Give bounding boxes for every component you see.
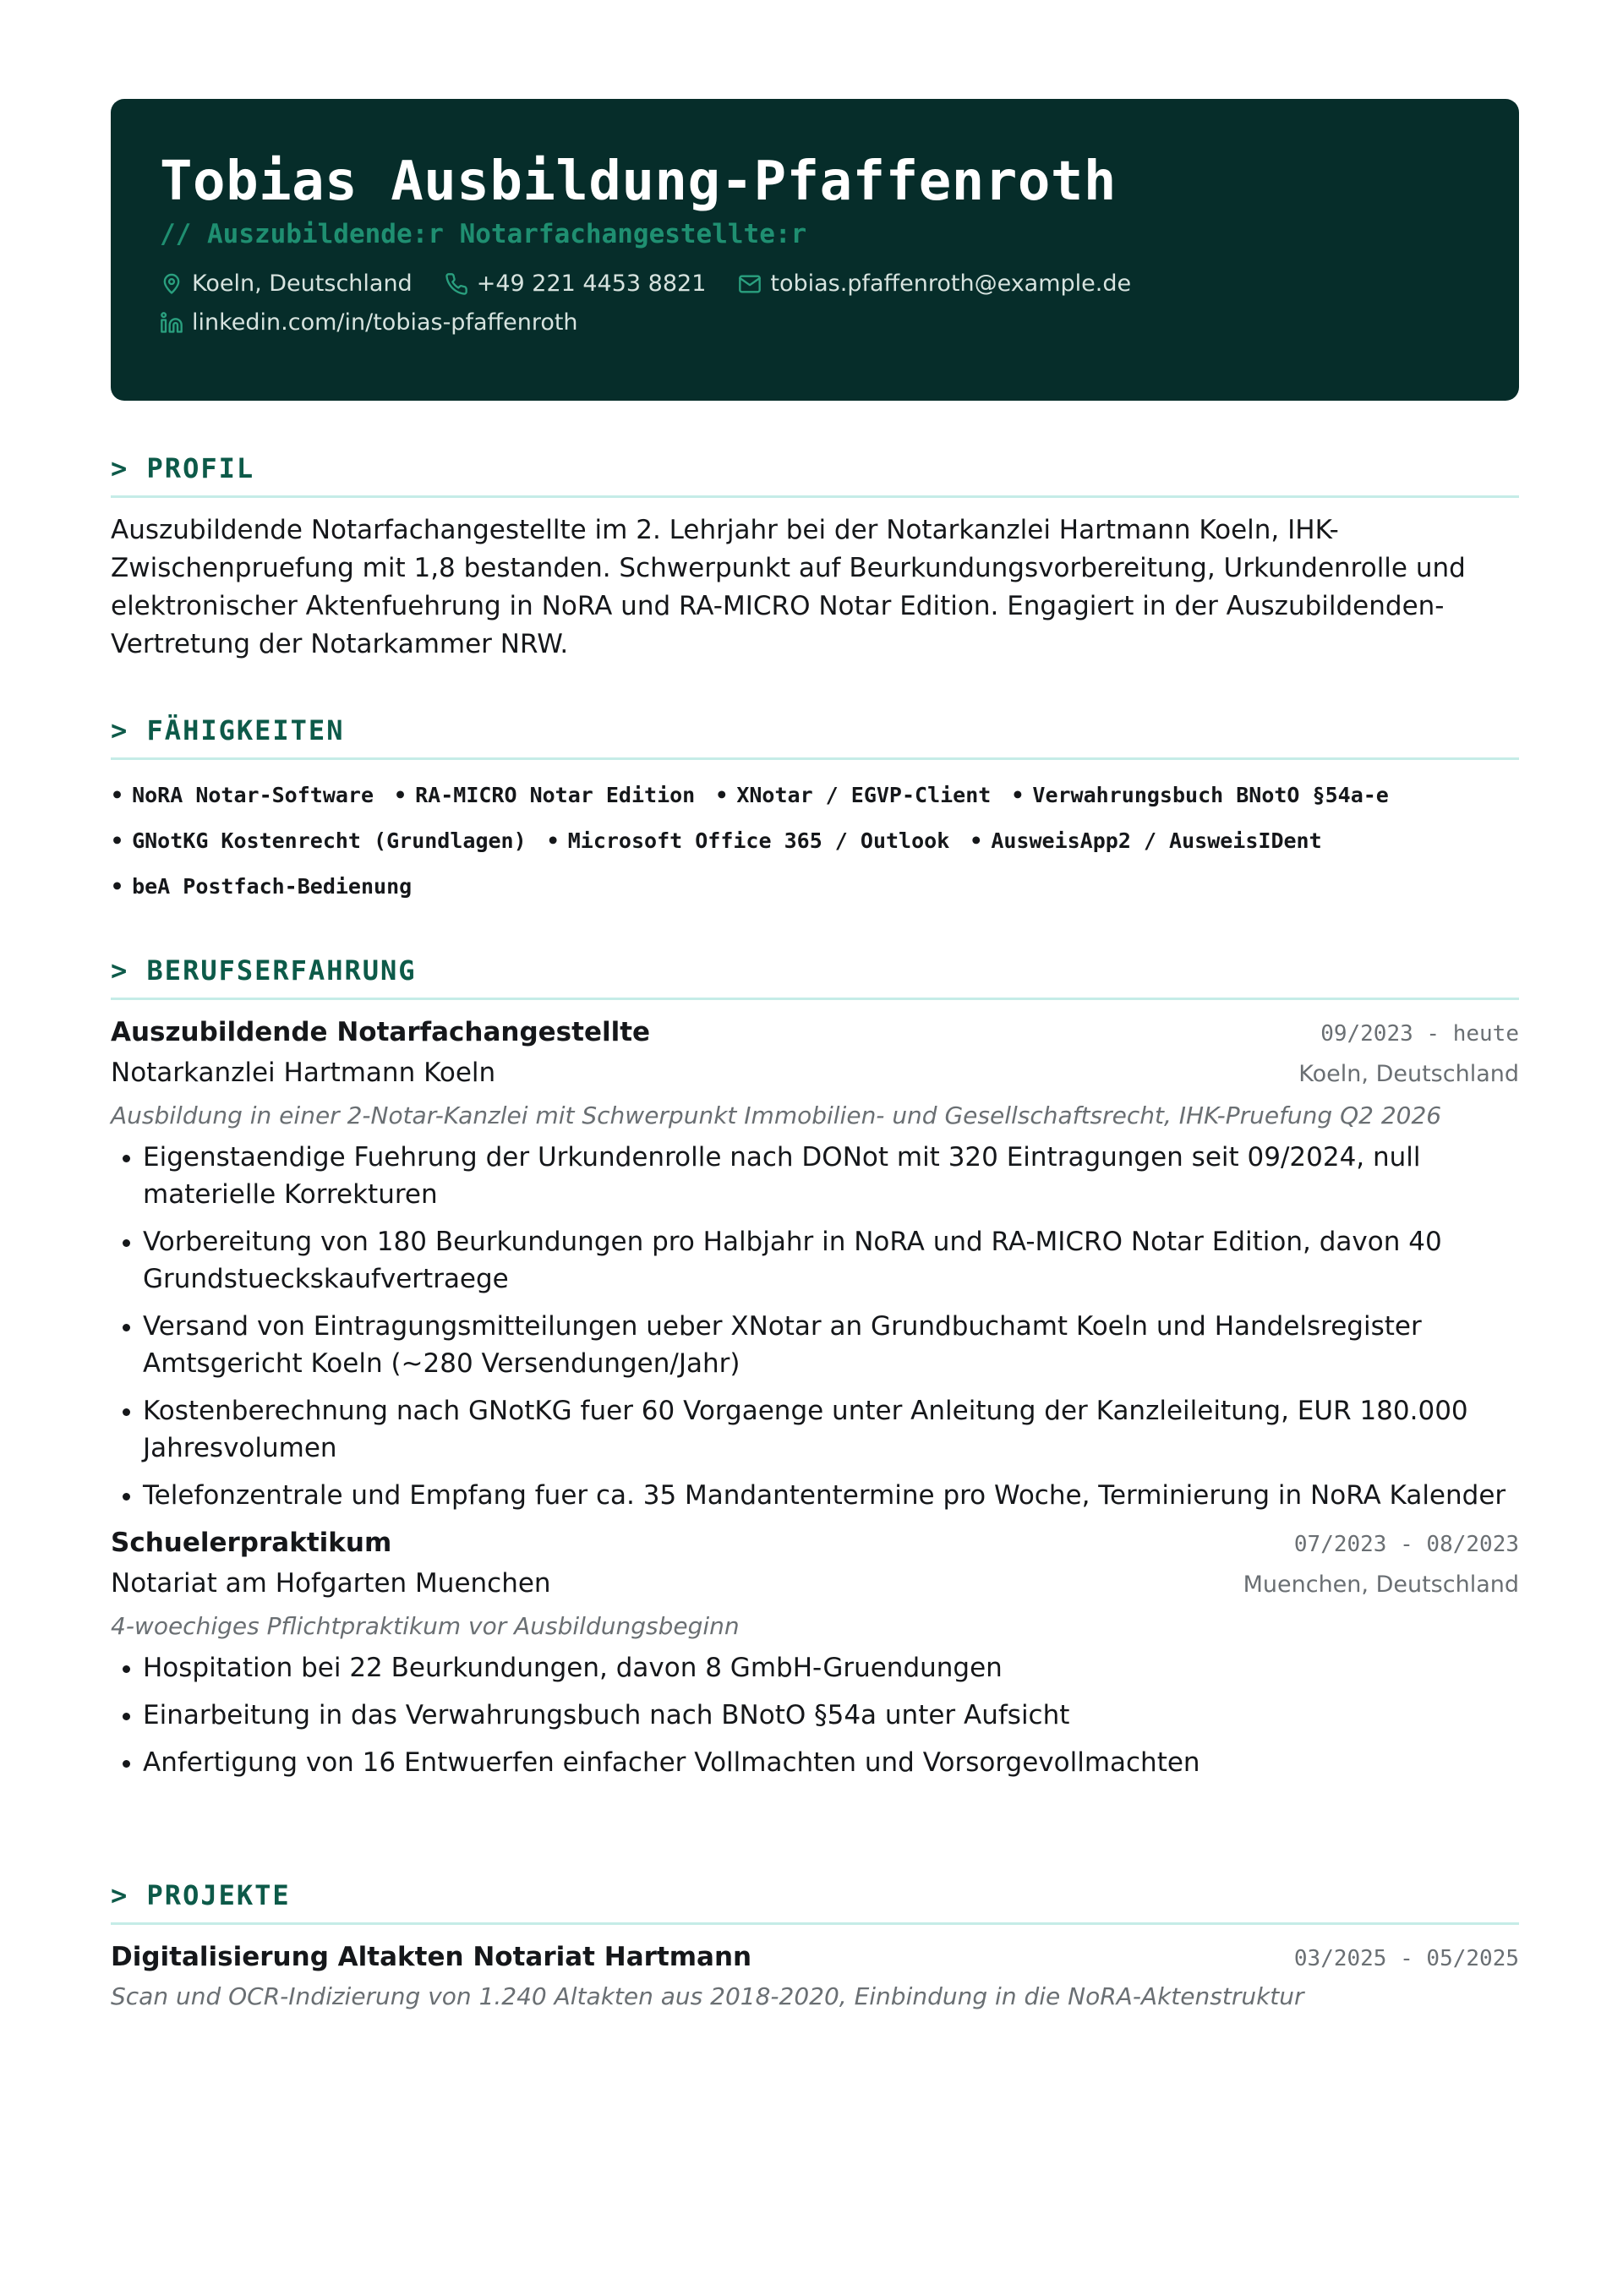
skills-row xyxy=(111,817,1519,863)
skill-label: AusweisApp2 / AusweisIDent xyxy=(991,828,1322,853)
skill-label: GNotKG Kostenrecht (Grundlagen) xyxy=(132,828,527,853)
profile-text: Auszubildende Notarfachangestellte im 2. Lehrjahr bei der Notarkanzlei Hartmann Koeln, IHK-Zwischenpruefung mit 1,8 bestanden. Schwerpunkt auf Beurkundungsvorbereitung, Urkundenrolle und elektronischer Aktenfuehrung in NoRA und RA-MICRO Notar Edition. Engagiert in der Auszubildenden-Vertretung der Notarkammer NRW. xyxy=(111,515,1466,659)
project-title: Digitalisierung Altakten Notariat Hartmann xyxy=(111,1942,752,1972)
job-title: Auszubildende Notarfachangestellte xyxy=(111,1017,651,1047)
section-title-skills: > FÄHIGKEITEN xyxy=(111,713,1519,760)
job-date: 09/2023 - heute xyxy=(1320,1021,1519,1047)
skills-row xyxy=(111,863,1519,909)
skill-label: RA-MICRO Notar Edition xyxy=(415,782,696,807)
project-date: 03/2025 - 05/2025 xyxy=(1293,1946,1519,1971)
skill-item: • GNotKG Kostenrecht (Grundlagen) xyxy=(111,828,527,853)
job-header-row xyxy=(111,1524,1519,1561)
job-location: Koeln, Deutschland xyxy=(1298,1061,1519,1087)
skill-item: • Microsoft Office 365 / Outlook xyxy=(546,828,950,853)
job-org-row xyxy=(111,1561,1519,1605)
section-title-profile: > PROFIL xyxy=(111,451,1519,498)
skills-section xyxy=(111,713,1519,909)
skill-label: Microsoft Office 365 / Outlook xyxy=(567,828,950,853)
contact-email[interactable] xyxy=(738,268,1131,300)
skill-label: NoRA Notar-Software xyxy=(132,782,374,807)
contact-location xyxy=(160,268,413,300)
email-text: tobias.pfaffenroth@example.de xyxy=(770,271,1132,297)
projects-section xyxy=(111,1878,1519,2018)
job-entry xyxy=(111,1014,1519,1514)
linkedin-text: linkedin.com/in/tobias-pfaffenroth xyxy=(192,309,578,336)
skills-row xyxy=(111,772,1519,817)
contact-list xyxy=(160,268,1259,339)
job-org-row xyxy=(111,1051,1519,1095)
job-description: 4-woechiges Pflichtpraktikum vor Ausbildungsbeginn xyxy=(111,1612,740,1640)
project-header-row xyxy=(111,1938,1519,1976)
job-bullet: • Anfertigung von 16 Entwuerfen einfacher Vollmachten und Vorsorgevollmachten xyxy=(143,1744,1519,1781)
job-bullet: • Kostenberechnung nach GNotKG fuer 60 Vorgaenge unter Anleitung der Kanzleileitung, EUR 180.000 Jahresvolumen xyxy=(143,1392,1519,1467)
skill-label: Verwahrungsbuch BNotO §54a-e xyxy=(1032,782,1389,807)
phone-text: +49 221 4453 8821 xyxy=(476,271,707,297)
job-bullet: • Hospitation bei 22 Beurkundungen, davon 8 GmbH-Gruendungen xyxy=(143,1649,1519,1686)
job-org: Notariat am Hofgarten Muenchen xyxy=(111,1568,551,1599)
resume-header xyxy=(111,99,1519,401)
job-date: 07/2023 - 08/2023 xyxy=(1293,1532,1519,1557)
job-bullet: • Eigenstaendige Fuehrung der Urkundenrolle nach DONot mit 320 Eintragungen seit 09/2024, null materielle Korrekturen xyxy=(143,1139,1519,1213)
job-header-row xyxy=(111,1014,1519,1051)
map-pin-icon xyxy=(160,272,183,296)
job-bullet: • Versand von Eintragungsmitteilungen ueber XNotar an Grundbuchamt Koeln und Handelsregister Amtsgericht Koeln (~280 Versendungen/Jahr) xyxy=(143,1308,1519,1382)
job-bullet: • Vorbereitung von 180 Beurkundungen pro Halbjahr in NoRA und RA-MICRO Notar Edition, davon 40 Grundstueckskaufvertraege xyxy=(143,1223,1519,1298)
section-title-projects: > PROJEKTE xyxy=(111,1878,1519,1925)
skill-item: • RA-MICRO Notar Edition xyxy=(394,782,696,807)
skill-item: • AusweisApp2 / AusweisIDent xyxy=(970,828,1322,853)
section-title-experience: > BERUFSERFAHRUNG xyxy=(111,954,1519,1000)
candidate-role: // Auszubildende:r Notarfachangestellte:r xyxy=(160,219,807,249)
project-description: Scan und OCR-Indizierung von 1.240 Altakten aus 2018-2020, Einbindung in die NoRA-Aktenstruktur xyxy=(111,1982,1304,2010)
job-description: Ausbildung in einer 2-Notar-Kanzlei mit Schwerpunkt Immobilien- und Gesellschaftsrecht, IHK-Pruefung Q2 2026 xyxy=(111,1102,1442,1129)
skill-label: beA Postfach-Bedienung xyxy=(132,873,413,899)
job-bullet: • Einarbeitung in das Verwahrungsbuch nach BNotO §54a unter Aufsicht xyxy=(143,1697,1519,1734)
job-bullet: • Telefonzentrale und Empfang fuer ca. 35 Mandantentermine pro Woche, Terminierung in NoRA Kalender xyxy=(143,1477,1519,1514)
contact-linkedin[interactable] xyxy=(160,307,578,339)
skill-item: • NoRA Notar-Software xyxy=(111,782,374,807)
job-org: Notarkanzlei Hartmann Koeln xyxy=(111,1058,496,1088)
experience-section xyxy=(111,954,1519,1791)
job-bullets xyxy=(111,1649,1519,1781)
skill-item: • XNotar / EGVP-Client xyxy=(715,782,992,807)
job-bullets xyxy=(111,1139,1519,1514)
profile-section xyxy=(111,451,1519,664)
skill-label: XNotar / EGVP-Client xyxy=(736,782,992,807)
skill-item: • beA Postfach-Bedienung xyxy=(111,873,413,899)
location-text: Koeln, Deutschland xyxy=(192,271,413,297)
job-location: Muenchen, Deutschland xyxy=(1243,1572,1519,1598)
skill-item: • Verwahrungsbuch BNotO §54a-e xyxy=(1011,782,1389,807)
mail-icon xyxy=(738,272,762,296)
contact-phone[interactable] xyxy=(445,268,707,300)
candidate-name: Tobias Ausbildung-Pfaffenroth xyxy=(160,150,1117,213)
project-entry xyxy=(111,1938,1519,2018)
skills-list xyxy=(111,772,1519,909)
phone-icon xyxy=(445,272,468,296)
job-entry xyxy=(111,1524,1519,1781)
linkedin-icon xyxy=(160,311,183,335)
job-title: Schuelerpraktikum xyxy=(111,1528,392,1558)
